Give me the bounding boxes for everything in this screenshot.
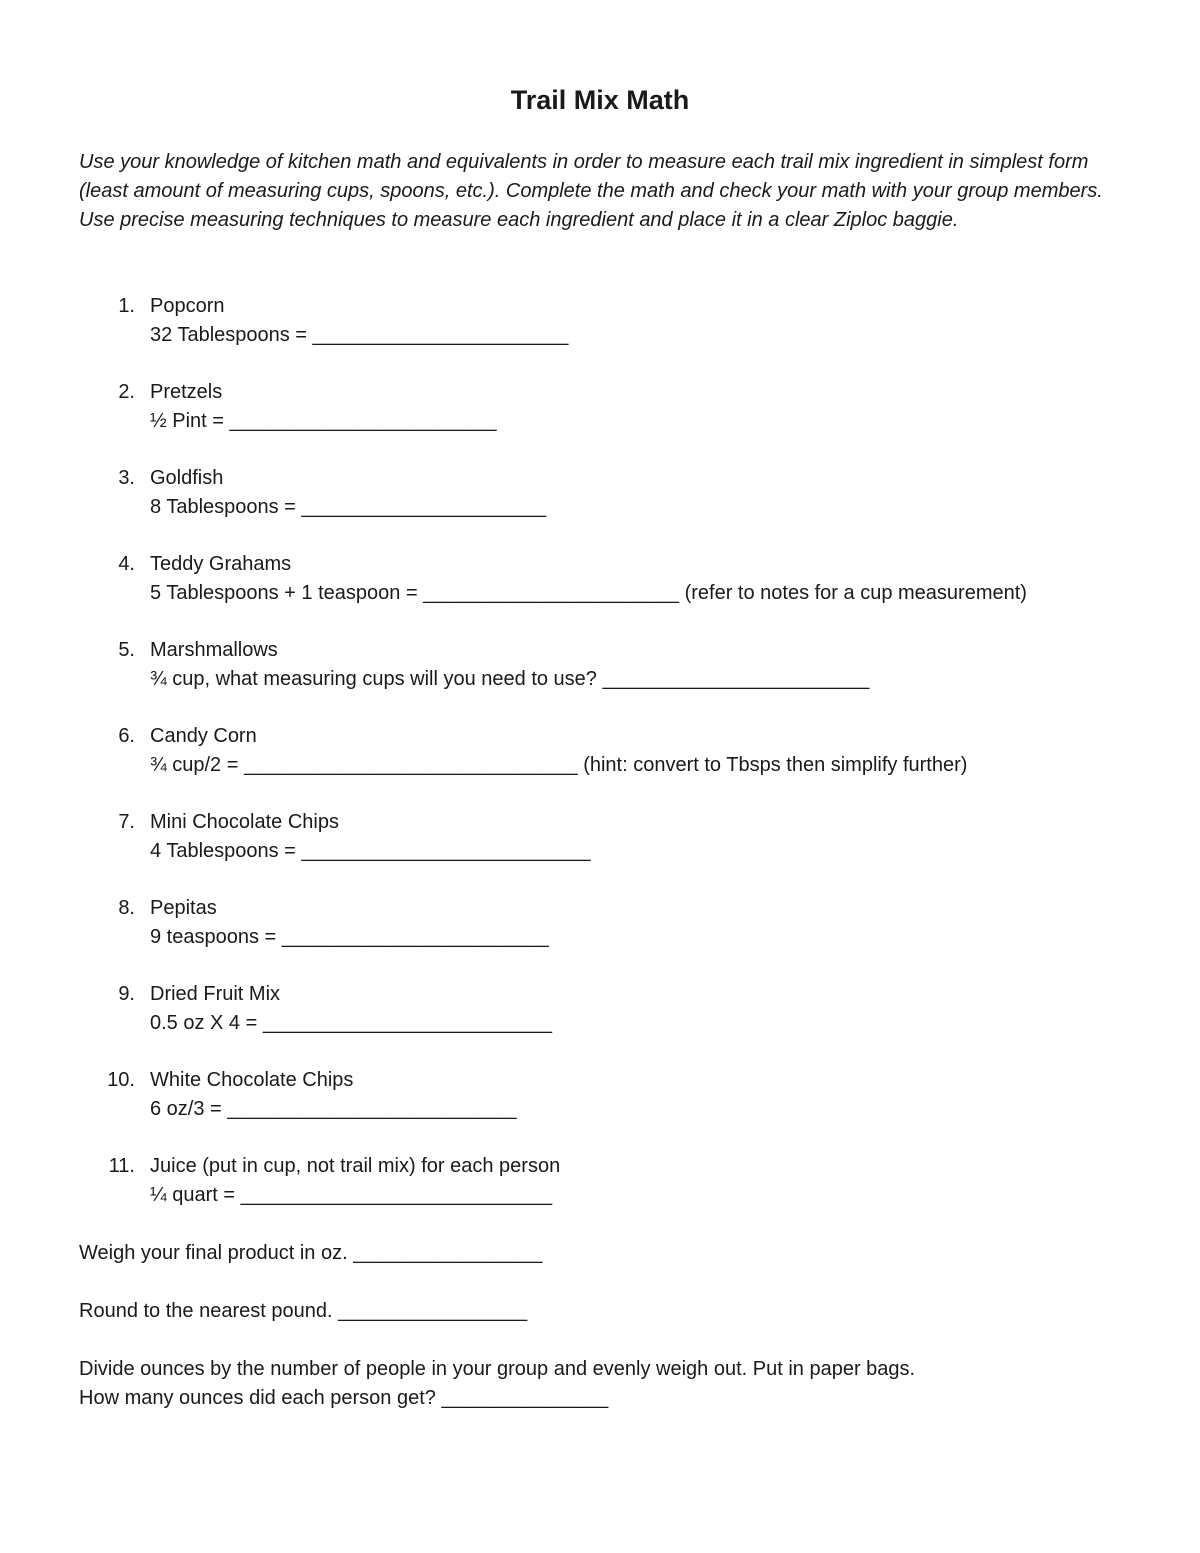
item-equation: ½ Pint = ________________________ xyxy=(150,410,497,432)
item-name: Dried Fruit Mix xyxy=(150,983,281,1005)
item-number: 8. xyxy=(118,897,135,919)
item-name: Teddy Grahams xyxy=(150,553,292,575)
weigh-instruction: Weigh your final product in oz. _________________ xyxy=(79,1242,543,1264)
ounces-question: How many ounces did each person get? _______________ xyxy=(79,1387,609,1409)
instructions-paragraph: Use your knowledge of kitchen math and equivalents in order to measure each trail mix ingredient in simplest form (least amount of measuring cups, spoons, etc.). Complete the math and check your math with your group members. Use precise measuring techniques to measure each ingredient and place it in a clear Ziploc baggie. xyxy=(79,151,1103,231)
list-item xyxy=(0,808,1200,894)
item-number: 1. xyxy=(118,295,135,317)
round-instruction: Round to the nearest pound. _________________ xyxy=(79,1300,528,1322)
list-item xyxy=(0,1066,1200,1152)
item-number: 4. xyxy=(118,553,135,575)
item-equation: ¼ quart = ____________________________ xyxy=(150,1184,553,1206)
list-item xyxy=(0,464,1200,550)
item-name: White Chocolate Chips xyxy=(150,1069,354,1091)
item-equation: 8 Tablespoons = ______________________ xyxy=(150,496,547,518)
item-name: Pepitas xyxy=(150,897,217,919)
list-item xyxy=(0,722,1200,808)
item-number: 7. xyxy=(118,811,135,833)
item-number: 2. xyxy=(118,381,135,403)
item-equation: ¾ cup, what measuring cups will you need to use? ________________________ xyxy=(150,668,870,690)
item-equation: 32 Tablespoons = _______________________ xyxy=(150,324,569,346)
item-name: Goldfish xyxy=(150,467,224,489)
item-name: Marshmallows xyxy=(150,639,278,661)
list-item xyxy=(0,980,1200,1066)
item-name: Mini Chocolate Chips xyxy=(150,811,339,833)
list-item xyxy=(0,378,1200,464)
list-item xyxy=(0,1152,1200,1238)
item-equation: 4 Tablespoons = __________________________ xyxy=(150,840,591,862)
item-equation: 0.5 oz X 4 = __________________________ xyxy=(150,1012,553,1034)
item-number: 9. xyxy=(118,983,135,1005)
item-number: 11. xyxy=(108,1155,135,1177)
item-equation: 5 Tablespoons + 1 teaspoon = _______________________ (refer to notes for a cup measurement) xyxy=(150,582,1027,604)
divide-instruction: Divide ounces by the number of people in your group and evenly weigh out. Put in paper bags. xyxy=(79,1358,916,1380)
item-number: 10. xyxy=(107,1069,135,1091)
item-equation: 6 oz/3 = __________________________ xyxy=(150,1098,517,1120)
ingredient-list xyxy=(0,292,1200,1238)
item-number: 6. xyxy=(118,725,135,747)
item-name: Juice (put in cup, not trail mix) for each person xyxy=(150,1155,561,1177)
item-equation: ¾ cup/2 = ______________________________ (hint: convert to Tbsps then simplify further) xyxy=(150,754,968,776)
item-name: Pretzels xyxy=(150,381,223,403)
page-title: Trail Mix Math xyxy=(510,85,690,115)
item-number: 5. xyxy=(118,639,135,661)
item-name: Popcorn xyxy=(150,295,225,317)
item-number: 3. xyxy=(118,467,135,489)
item-equation: 9 teaspoons = ________________________ xyxy=(150,926,549,948)
list-item xyxy=(0,894,1200,980)
item-name: Candy Corn xyxy=(150,725,257,747)
list-item xyxy=(0,550,1200,636)
list-item xyxy=(0,292,1200,378)
list-item xyxy=(0,636,1200,722)
